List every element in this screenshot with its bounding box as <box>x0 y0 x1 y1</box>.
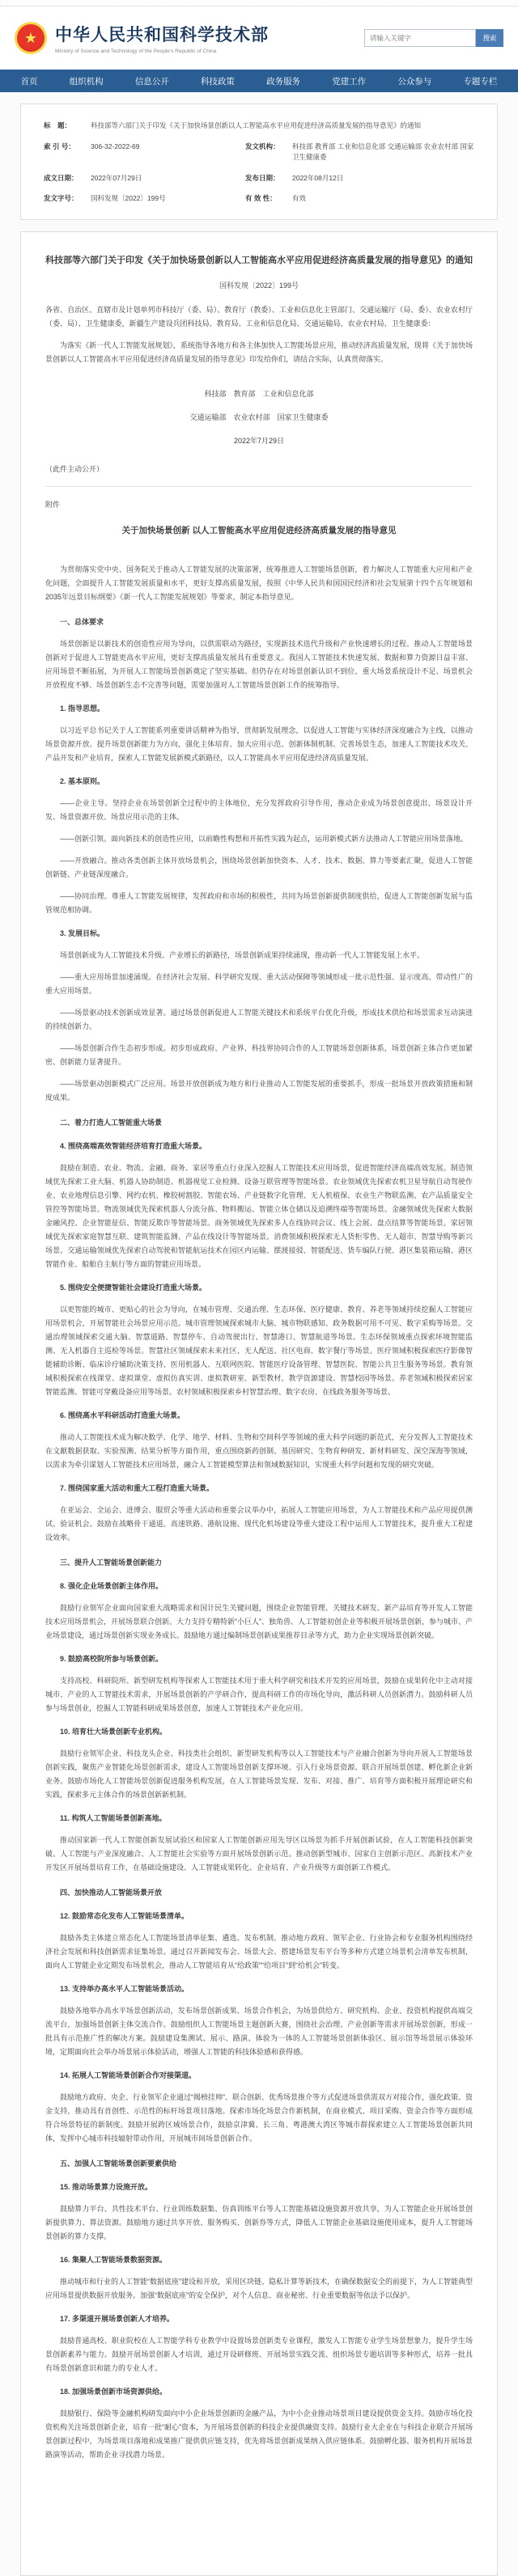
doc-paragraph: ——场景驱动创新模式广泛应用。场景开放创新成为地方和行业推动人工智能发展的重要抓手，形成一批场景开放政策措施和制度成果。 <box>45 1079 473 1102</box>
section-heading: 4. 围绕高端高效智能经济培育打造重大场景。 <box>60 1141 207 1150</box>
nav-item[interactable]: 政务服务 <box>266 76 301 87</box>
doc-paragraph: 场景创新是以新技术的创造性应用为导向，以供需联动为路径，实现新技术迭代升级和产业快速增长的过程。推动人工智能场景创新对于促进人工智能更高水平应用，更好支撑高质量发展具有重要意义。我国人工智能技术快速发展、数据和算力资源日益丰富、应用场景不断拓展，为开展人工智能场景创新奠定了坚实基础。但仍存在对场景创新认识不到位、重大场景系统设计不足、场景机会开放程度不够、场景创新生态不完善等问题，需要加强对人工智能场景创新工作的统筹指导。 <box>45 639 473 689</box>
document-content-card <box>20 231 498 2576</box>
doc-paragraph: 鼓励普通高校、职业院校在人工智能学科专业教学中设置场景创新类专业课程，激发人工智能专业学生场景想象力，提升学生场景创新素养与能力。鼓励开展场景创新人才培训，通过开设研修班、开展场景实践交流、组织场景专题培训等多种形式，培养一批具有场景创新意识和能力的专业人才。 <box>45 2336 473 2372</box>
attachment-body <box>45 563 473 2462</box>
nav-item[interactable]: 首页 <box>20 76 38 87</box>
nav-item[interactable]: 科技政策 <box>200 76 235 87</box>
section-heading: 17. 多渠道开展场景创新人才培养。 <box>60 2314 175 2323</box>
meta-value: 国科发规〔2022〕199号 <box>91 194 166 203</box>
section-heading: 14. 拓展人工智能场景创新合作对接渠道。 <box>60 2071 197 2079</box>
doc-paragraph: 在亚运会、全运会、进博会、服贸会等重大活动和重要会议举办中，拓展人工智能应用场景，为人工智能技术和产品应用提供测试、验证机会。鼓励在战略骨干通道、高速铁路、港航设施、现代化机场建设等重大建设工程中运用人工智能技术，提升重大工程建设效率。 <box>45 1505 473 1542</box>
section-heading: 8. 强化企业场景创新主体作用。 <box>60 1581 163 1590</box>
doc-paragraph: 推动国家新一代人工智能创新发展试验区和国家人工智能创新应用先导区以场景为抓手开展创新试验，在人工智能科技创新突破、人工智能与产业深度融合、人工智能社会实验等方面开展场景创新示范。推动创新型城市、国家自主创新示范区、高新技术产业开发区开展场景培育工作，在基础设施建设、人工智能成果转化、企业培育、产业升级等方面创新工作模式。 <box>45 1835 473 1872</box>
meta-label-title: 标 题： <box>44 121 72 129</box>
meta-label: 发文字号： <box>44 194 79 203</box>
nav-item[interactable]: 专题专栏 <box>463 76 498 87</box>
doc-paragraph: ——开放融合。推动各类创新主体开放场景机会，围绕场景创新加快资本、人才、技术、数据、算力等要素汇聚，促进人工智能创新链、产业链深度融合。 <box>45 856 473 878</box>
doc-paragraph: 鼓励行业领军企业、科技龙头企业、科技类社会组织、新型研发机构等以人工智能技术与产业融合创新为导向开展人工智能场景创新实践，聚焦产业智能化场景创新需求，建设人工智能场景创新支撑环境、引入行业场景资源、联合开展场景创建、孵化新企业新业务。鼓励市场化人工智能场景创新促进服务机构发展，在人工智能场景发现、发布、对接、推广、培育等方面积极开展理论研究和实践，探索多元主体合作的场景创新新机制。 <box>45 1749 473 1799</box>
meta-table <box>44 116 474 209</box>
meta-value-title: 科技部等六部门关于印发《关于加快场景创新以人工智能高水平应用促进经济高质量发展的指导意见》的通知 <box>91 121 422 129</box>
meta-row <box>44 188 474 209</box>
meta-label: 成文日期： <box>44 173 79 182</box>
section-heading: 三、提升人工智能场景创新能力 <box>60 1558 163 1567</box>
attachment-label: 附件 <box>45 500 61 509</box>
national-emblem-icon: ★ <box>15 22 47 54</box>
doc-paragraph: ——企业主导。坚持企业在场景创新全过程中的主体地位，充分发挥政府引导作用，推动企业成为场景创意提出、场景设计开发、场景资源开放、场景应用示范的主体。 <box>45 798 473 821</box>
search-button[interactable]: 搜索 <box>476 29 503 47</box>
meta-label: 索 引 号： <box>44 142 75 150</box>
section-heading: 6. 围绕高水平科研活动打造重大场景。 <box>60 1411 185 1419</box>
meta-value: 有效 <box>292 194 307 203</box>
home-logo-link[interactable] <box>15 22 269 54</box>
meta-label: 发布日期： <box>245 173 280 182</box>
site-title-en: Ministry of Science and Technology of the People's Republic of China <box>55 49 217 54</box>
doc-paragraph: ——协同治理。尊重人工智能发展规律，发挥政府和市场的积极性，共同为场景创新提供制度供给，促进人工智能创新发展与监管规范相协调。 <box>45 891 473 914</box>
doc-paragraph: 支持高校、科研院所、新型研发机构等探索人工智能技术用于重大科学研究和技术开发的应用场景，鼓励在成果转化中主动对接城市、产业的人工智能技术需求，开展场景创新的产学研合作，提高科研工作的市场化导向，激活科研人员创新潜力。鼓励科研人员参与场景创业，挖掘人工智能科研成果场景创意，加速人工智能技术产业化应用。 <box>45 1676 473 1712</box>
doc-paragraph: 鼓励算力平台、共性技术平台、行业训练数据集、仿真训练平台等人工智能基础设施资源开放共享，为人工智能企业开展场景创新提供算力、算法资源。鼓励地方通过共享开放、服务购买、创新券等方式，降低人工智能企业基础设施使用成本，提升人工智能场景创新的算力支撑。 <box>45 2204 473 2240</box>
document-body <box>45 303 473 2462</box>
meta-label: 有 效 性： <box>245 194 277 203</box>
section-heading: 7. 围绕国家重大活动和重大工程打造重大场景。 <box>60 1483 214 1492</box>
search-input[interactable] <box>364 29 476 47</box>
nav-item[interactable]: 党建工作 <box>332 76 367 87</box>
section-heading: 11. 构筑人工智能场景创新高地。 <box>60 1813 167 1822</box>
section-heading: 18. 加强场景创新市场资源供给。 <box>60 2387 168 2396</box>
nav-item[interactable]: 公众参与 <box>397 76 432 87</box>
section-heading: 5. 围绕安全便捷智能社会建设打造重大场景。 <box>60 1283 207 1292</box>
section-heading: 一、总体要求 <box>60 617 104 626</box>
doc-paragraph: ——重大应用场景加速涌现。在经济社会发展、科学研究发现、重大活动保障等领域形成一批示范性强、显示度高、带动性广的重大应用场景。 <box>45 972 473 995</box>
section-heading: 3. 发展目标。 <box>60 928 105 937</box>
section-heading: 15. 推动场景算力设施开放。 <box>60 2182 153 2191</box>
site-title: 中华人民共和国科学技术部 <box>55 25 269 44</box>
section-heading: 五、加强人工智能场景创新要素供给 <box>60 2159 177 2168</box>
doc-paragraph: 鼓励银行、保险等金融机构研发面向中小企业场景创新的金融产品，为中小企业推动场景项目建设提供资金支持。鼓励市场化投资机构关注场景创新企业，培育一批“耐心”资本，为开展场景创新的科技企业提供融资支持。鼓励行业大企业在与科技企业联合开展场景创新过程中，为场景项目落地和成果推广提供供应链支持，优先将场景创新成果纳入供应链体系。鼓励孵化器、服务机构开展场景路演等活动，帮助企业寻找潜力场景。 <box>45 2409 473 2459</box>
doc-paragraph: 以更智能的城市、更贴心的社会为导向，在城市管理、交通治理、生态环保、医疗健康、教育、养老等领域持续挖掘人工智能应用场景机会，开展智能社会场景应用示范。城市管理领域探索城市大脑、城市物联感知、政务数据可用不可见、数字采购等场景。交通治理领域探索交通大脑、智慧道路、智慧停车、自动驾驶出行、智慧港口、智慧航道等场景。生态环保领域重点探索环境智能监测、无人机器自主巡检等场景。智慧社区领域探索未来社区、无人配送、社区电商、数字餐厅等场景。医疗领域积极探索医疗影像智能辅助诊断、临床诊疗辅助决策支持、医用机器人、互联网医院、智能医疗设备管理、智慧医院、智能公共卫生服务等场景。教育领域积极探索在线课堂、虚拟课堂、虚拟仿真实训、虚拟教研室、新型教材、教学资源建设、智慧校园等场景。养老领域积极探索居家智能监测、智能可穿戴设备应用等场景。农村领域积极探索乡村智慧治理、数字农房、在线政务服务等场景。 <box>45 1305 473 1396</box>
section-heading: 16. 集聚人工智能场景数据资源。 <box>60 2255 168 2264</box>
meta-label: 发文机构： <box>245 142 280 150</box>
nav-item[interactable]: 组织机构 <box>69 76 104 87</box>
signature-line: 2022年7月29日 <box>233 436 285 445</box>
meta-value: 2022年07月29日 <box>91 173 142 182</box>
doc-paragraph: 推动城市和行业的人工智能“数据底座”建设和开放，采用区块链、隐私计算等新技术，在确保数据安全的前提下，为人工智能典型应用场景提供数据开放服务。加强“数据底座”的安全保护，对个人信息、商业秘密、行业重要数据等依法予以保护。 <box>45 2277 473 2299</box>
divider <box>45 486 473 487</box>
doc-paragraph: 鼓励地方政府、央企、行业领军企业通过“揭榜挂帅”、联合创新、优秀场景推介等方式促进场景供需双方对接合作，强化政策、资金支持，推动具有首创性、示范性的标杆场景项目落地。探索市场化场景合作新机制，在商业模式、项目采购、资金合作等方面形成符合场景特征的新制度。鼓励开展跨区域场景合作，鼓励京津冀、长三角、粤港澳大湾区等城市群探索建立人工智能场景创新共同体，发挥中心城市科技辐射带动作用，开展城市间场景创新合作。 <box>45 2092 473 2142</box>
doc-paragraph: 鼓励各地举办高水平场景创新活动，发布场景创新成果、场景合作机会，为场景供给方、研究机构、企业、投资机构提供高端交流平台，加强场景创新主体交流合作。鼓励组织人工智能场景主题创新大赛，围绕社会治理、产业创新等需求开展场景创新，形成一批具有示范推广性的解决方案。鼓励建设集测试、展示、路演、体验为一体的人工智能场景创新体验区、展示馆等场景展示体验环境，定期面向社会举办场景展示体验活动，增强人工智能的科技体验感和获得感。 <box>45 2006 473 2056</box>
site-header <box>0 6 518 70</box>
document-title: 科技部等六部门关于印发《关于加快场景创新以人工智能高水平应用促进经济高质量发展的指导意见》的通知 <box>45 255 473 265</box>
section-heading: 9. 鼓励高校院所参与场景创新。 <box>60 1654 163 1663</box>
page-body <box>0 92 518 2576</box>
doc-paragraph: 以习近平总书记关于人工智能系列重要讲话精神为指导，贯彻新发展理念，以促进人工智能与实体经济深度融合为主线，以推动场景资源开放、提升场景创新能力为方向，强化主体培育、加大应用示范、创新体制机制、完善场景生态，加速人工智能技术攻关、产品开发和产业培育，探索人工智能发展新模式新路径，以人工智能高水平应用促进经济高质量发展。 <box>45 725 473 762</box>
section-heading: 13. 支持举办高水平人工智能场景活动。 <box>60 1984 189 1993</box>
disclosure-note: （此件主动公开） <box>45 464 104 473</box>
doc-paragraph: 推动人工智能技术成为解决数学、化学、地学、材料、生物和空间科学等领域的重大科学问题的新范式，充分发挥人工智能技术在文献数据获取、实验预测、结果分析等方面作用，重点围绕新药创制、基因研究、生物育种研发、新材料研发、深空深海等领域，以需求为牵引谋划人工智能技术应用场景，融合人工智能模型算法和领域数据知识，实现重大科学问题和发现的研究突破。 <box>45 1432 473 1469</box>
doc-paragraph: 场景创新成为人工智能技术升级、产业增长的新路径，场景创新成果持续涌现，推动新一代人工智能发展上水平。 <box>60 950 425 959</box>
doc-paragraph: ——创新引领。面向新技术的创造性应用，以前瞻性构想和开拓性实践为起点，运用新模式新方法推动人工智能应用场景落地。 <box>60 834 469 843</box>
doc-paragraph: 鼓励各类主体建立常态化人工智能场景清单征集、遴选、发布机制。推动地方政府、领军企业、行业协会和专业服务机构围绕经济社会发展和科技创新需求征集场景。通过召开新闻发布会、场景大会、搭建场景发布平台等多种方式建立场景机会清单发布机制，面向人工智能企业定期发布场景机会，推动人工智能培育从“给政策”“给项目”到“给机会”转变。 <box>45 1933 473 1969</box>
meta-row-title <box>44 116 474 137</box>
section-heading: 二、着力打造人工智能重大场景 <box>60 1118 163 1127</box>
meta-value: 科技部 教育部 工业和信息化部 交通运输部 农业农村部 国家卫生健康委 <box>292 142 474 162</box>
signature-line: 交通运输部 农业农村部 国家卫生健康委 <box>189 412 329 421</box>
doc-paragraph: 为贯彻落实党中央、国务院关于推动人工智能发展的决策部署，统筹推进人工智能场景创新，着力解决人工智能重大应用和产业化问题，全面提升人工智能发展质量和水平，更好支撑高质量发展，按照《中华人民共和国国民经济和社会发展第十四个五年规划和2035年远景目标纲要》《新一代人工智能发展规划》等要求，制定本指导意见。 <box>45 565 473 601</box>
signature-line: 科技部 教育部 工业和信息化部 <box>204 389 314 398</box>
meta-row <box>44 168 474 189</box>
salutation: 各省、自治区、直辖市及计划单列市科技厅（委、局）、教育厅（教委）、工业和信息化主管部门、交通运输厅（局、委）、农业农村厅（委、局）、卫生健康委，新疆生产建设兵团科技局、教育局、工业和信息化局、交通运输局、农业农村局、卫生健康委： <box>45 305 473 328</box>
meta-value: 306-32-2022-69 <box>91 142 140 150</box>
signature-block <box>45 387 473 448</box>
section-heading: 12. 鼓励常态化发布人工智能场景清单。 <box>60 1911 189 1920</box>
section-heading: 10. 培育壮大场景创新专业机构。 <box>60 1727 168 1736</box>
nav-item[interactable]: 信息公开 <box>134 76 169 87</box>
notice-intro: 为落实《新一代人工智能发展规划》，系统指导各地方和各主体加快人工智能场景应用，推动经济高质量发展，现将《关于加快场景创新以人工智能高水平应用促进经济高质量发展的指导意见》印发给你们，请结合实际，认真贯彻落实。 <box>45 341 473 363</box>
meta-value: 2022年08月12日 <box>292 173 344 182</box>
browser-edge-strip <box>0 0 518 6</box>
doc-paragraph: 鼓励行业领军企业面向国家重大战略需求和国计民生关键问题，围绕企业智能管理、关键技术研发、新产品培育等开发人工智能技术应用场景机会，开展场景联合创新。大力支持专精特新“小巨人”、独角兽、人工智能初创企业等积极开展场景创新，参与城市、产业场景建设，通过场景创新实现业务成长。鼓励地方通过编制场景创新成果推荐目录等方式，助力企业实现场景创新突破。 <box>45 1603 473 1639</box>
section-heading: 2. 基本原则。 <box>60 776 105 785</box>
doc-paragraph: ——场景创新合作生态初步形成。初步形成政府、产业界、科技界协同合作的人工智能场景创新体系，场景创新主体合作更加紧密、创新能力显著提升。 <box>45 1043 473 1066</box>
main-nav <box>0 70 518 92</box>
section-heading: 四、加快推动人工智能场景开放 <box>60 1888 163 1897</box>
meta-row <box>44 137 474 168</box>
section-heading: 1. 指导思想。 <box>60 704 105 713</box>
attachment-title: 关于加快场景创新 以人工智能高水平应用促进经济高质量发展的指导意见 <box>121 525 397 535</box>
document-number: 国科发规〔2022〕199号 <box>219 281 299 290</box>
document-meta-card <box>20 104 498 220</box>
doc-paragraph: 鼓励在制造、农业、物流、金融、商务、家居等重点行业深入挖掘人工智能技术应用场景，促进智能经济高端高效发展。制造领域优先探索工业大脑、机器人协助制造、机器视觉工业检测、设备互联管理等智能场景。农业领域优先探索农机卫星导航自动驾驶作业、农业地理信息引擎、网约农机、橡胶树割胶、智能农场、产业链数字化管理、无人机植保、农业生产物联监测、农产品质量安全管控等智能场景。物流领域优先探索机器人分流分拣、物料搬运、智能立体仓储以及追溯终端等智能场景。金融领域优先探索大数据金融风控、企业智能征信、智能反欺诈等智能场景。商务领域优先探索多人在线协同会议、线上会展、盘点结算等智能场景。家居领域优先探索家庭智慧互联、建筑智能监测、产品在线设计等智能场景。消费领域积极探索无人货柜零售、无人超市、智慧导购等新兴场景。交通运输领域优先探索自动驾驶和智能航运技术在园区内运输、摆渡接驳、智能配送、货车编队行驶、港区集装箱运输、港区智能作业、船舶自主航行等方面的智能应用场景。 <box>45 1163 473 1268</box>
doc-paragraph: ——场景驱动技术创新成效显著。通过场景创新促进人工智能关键技术和系统平台优化升级，形成技术供给和场景需求互动演进的持续创新力。 <box>45 1008 473 1030</box>
search-area <box>364 29 503 47</box>
